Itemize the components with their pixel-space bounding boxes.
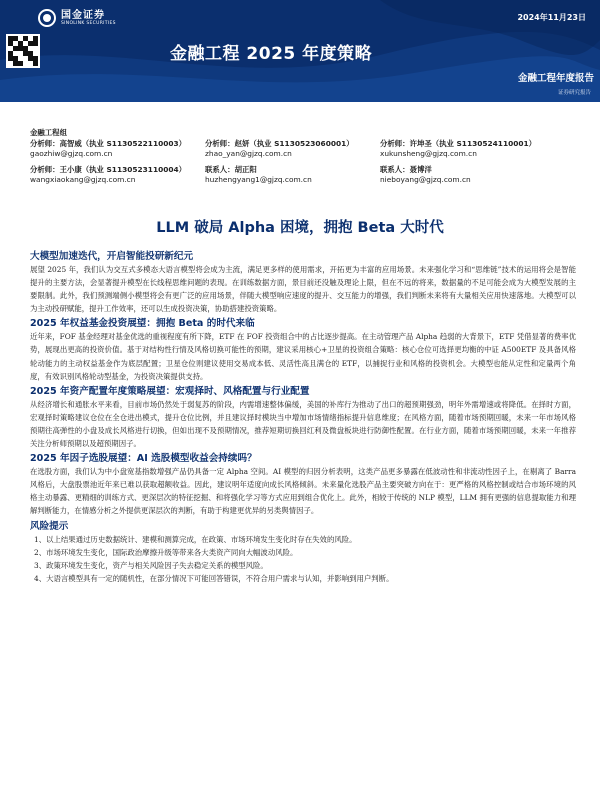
risk-list (30, 533, 576, 585)
analyst-email: nieboyang@gjzq.com.cn (380, 175, 471, 184)
section-paragraph: 在选股方面，我们认为中小盘宽基指数增强产品仍具备一定 Alpha 空间。AI 模型的归因分析表明，这类产品更多暴露在低波动性和非流动性因子上，在剔离了 Barra 风格后，大盘股票池近年来已难以获取超额收益。因此，建议明年适度向成长风格倾斜。未来量化选股产品主要突破方向在于：更严格的风格控制或结合市场环境的风格主动暴露、更精细的训练方式、更深层次的特征挖掘、和将强化学习等方式应用到组合优化上。此外，相较于传统的 NLP 模型，LLM 拥有更强的信息提取能力和理解判断能力，在情感分析之外提供更深层次的判断，有助于构建更优异的另类舆情因子。 (30, 467, 576, 516)
analyst-entry (205, 139, 380, 159)
section-paragraph: 从经济增长和通胀水平来看，目前市场仍然处于弱复苏的阶段，内需增速整体偏缓，美国的补库行为推动了出口的超预期强劲，明年外需增速或将降低。在择时方面，宏观择时策略建议仓位在全仓进出模式，提升仓位比例，并且建议择时模块当中增加市场情绪指标提升信息维度；在风格方面，随着市场预期回暖，未来一年市场风格预期往高弹性的小盘及成长风格进行切换，但如出现不及预期情况，推荐短期切换回红利及微盘板块进行防御性配置。在行业方面，随着市场预期回暖，未来一年推荐关注分析师预期以及超预期因子。 (30, 399, 576, 449)
analyst-email: gaozhiw@gjzq.com.cn (30, 149, 113, 158)
logo-en: SINOLINK SECURITIES (61, 20, 116, 26)
section-title: 2025 年因子选股展望：AI 选股模型收益会持续吗？ (30, 453, 257, 465)
analyst-entry (205, 165, 380, 185)
team-label: 金融工程组 (30, 128, 67, 137)
analyst-block (30, 128, 580, 191)
analyst-email: wangxiaokang@gjzq.com.cn (30, 175, 136, 184)
logo-mark-icon (38, 9, 56, 27)
logo-cn: 国金证券 (61, 9, 105, 21)
report-subtype: 证券研究报告 (557, 90, 591, 96)
analyst-entry (380, 139, 555, 159)
risk-item: 1、以上结果通过历史数据统计、建模和测算完成，在政策、市场环境发生变化时存在失效的风险。 (34, 534, 357, 544)
analyst-name: 分析师：赵妍（执业 S1130523060001） (205, 139, 354, 148)
analyst-name: 联系人：胡正阳 (205, 165, 257, 174)
analyst-row (30, 165, 580, 185)
analyst-row (30, 139, 580, 159)
analyst-name: 分析师：王小康（执业 S1130523110004） (30, 165, 187, 174)
section-title: 2025 年资产配置年度策略展望：宏观择时、风格配置与行业配置 (30, 385, 310, 397)
section-paragraph: 展望 2025 年，我们认为交互式多模态大语言模型将会成为主流，满足更多样的使用需求，开拓更为丰富的应用场景。未来强化学习和“思维链”技术的运用将会是智能提升的主要方法，会显著提升模型在长线程思维问题的表现。在训练数据方面，景目前还没触及理论上限，但在不远的将来，数据量的不足可能会成为大模型发展的主要限制。此外，我们预测端侧小模型将会有更广泛的应用场景，伴随大模型响应速度的提升、交互能力的增强，我们判断未来将有大量相关应用快速落地。大模型可以为主动投研赋能，提升工作效率，还可以生成投资决策，协助搭建投资策略。 (30, 265, 576, 314)
risk-item: 3、政策环境发生变化，资产与相关风险因子失去稳定关系的模型风险。 (34, 560, 268, 570)
risk-item: 4、大语言模型具有一定的随机性，在部分情况下可能回答错误，不符合用户需求与认知，并影响到用户判断。 (34, 573, 394, 583)
report-type: 金融工程年度报告 (517, 73, 594, 84)
analyst-email: huzhengyang1@gjzq.com.cn (205, 175, 312, 184)
qr-code-icon (6, 34, 40, 68)
analyst-entry (380, 165, 555, 185)
report-title: 金融工程 2025 年度策略 (170, 44, 373, 64)
analyst-email: zhao_yan@gjzq.com.cn (205, 149, 292, 158)
section-title: 2025 年权益基金投资展望：拥抱 Beta 的时代来临 (30, 318, 255, 330)
risk-title: 风险提示 (30, 520, 69, 532)
report-body (30, 248, 576, 585)
analyst-name: 联系人：聂博洋 (380, 165, 432, 174)
report-headline: LLM 破局 Alpha 困境，拥抱 Beta 大时代 (156, 220, 444, 236)
section-paragraph: 近年来，FOF 基金经理对基金优选的重视程度有所下降，ETF 在 FOF 投资组合中的占比逐步提高。在主动管理产品 Alpha 趋弱的大背景下，ETF 凭借显著的费率优势，展现出更高的投资价值。基于对结构性行情及风格切换可能性的预期，建议采用核心+卫星的投资组合策略：核心仓位可选择更均衡的中证 A500ETF 及具备风格轮动能力的主动权益基金作为底层配置；卫星仓位则建议使用交易成本低、灵活性高且满仓的 ETF，以捕捉行业和风格的投资机会。大模型也能从定性和定量两个角度，有效识别风格轮动型基金，为投资决策提供支持。 (30, 332, 576, 381)
report-banner (0, 0, 600, 102)
section-title: 大模型加速迭代，开启智能投研新纪元 (30, 251, 194, 262)
report-date: 2024年11月23日 (517, 13, 586, 22)
analyst-name: 分析师：高智威（执业 S1130522110003） (30, 139, 187, 148)
analyst-name: 分析师：许坤圣（执业 S1130524110001） (380, 139, 537, 148)
risk-item: 2、市场环境发生变化，国际政治摩擦升级等带来各大类资产同向大幅波动风险。 (34, 547, 298, 557)
analyst-entry (30, 165, 205, 185)
company-logo (38, 9, 116, 27)
analyst-email: xukunsheng@gjzq.com.cn (380, 149, 477, 158)
analyst-entry (30, 139, 205, 159)
